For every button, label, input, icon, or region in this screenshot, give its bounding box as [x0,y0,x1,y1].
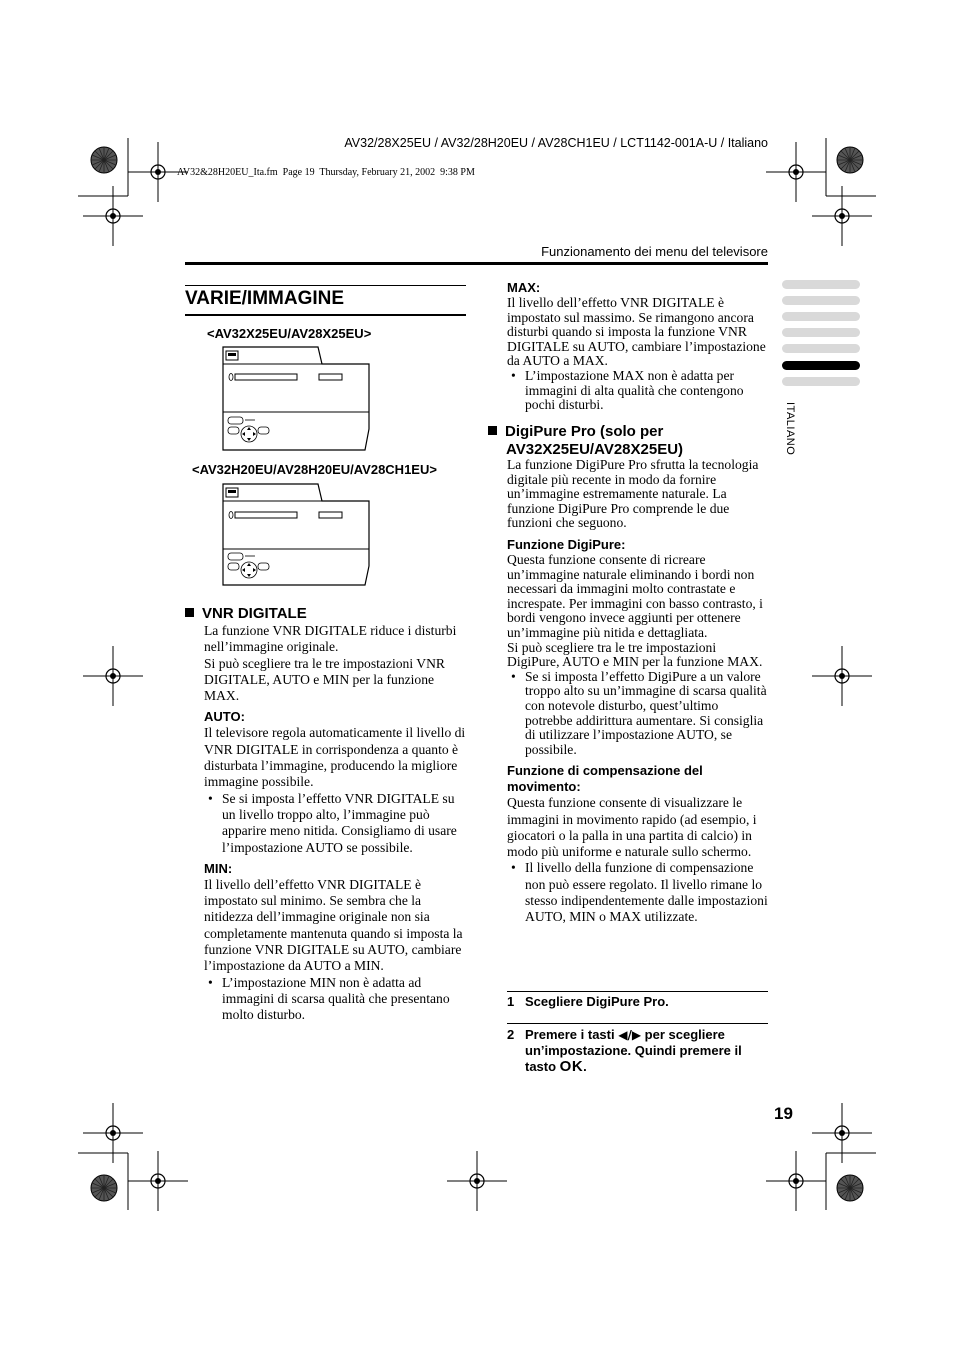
bullet-dot: • [511,367,516,383]
step-number: 2 [507,1027,515,1042]
vnr-body [204,623,469,1024]
digipure-heading-line2: AV32X25EU/AV28X25EU) [506,441,684,458]
digipure-intro: La funzione DigiPure Pro sfrutta la tecnologia digitale più recente in modo da fornire un’immagine estremamente naturale. La funzione DigiPure Pro comprende le due funzioni che seguono. [507,457,759,531]
vnr-max-bullets [507,369,768,413]
page-number: 19 [774,1104,793,1123]
heading-square-icon [185,608,194,617]
bullet-dot: • [511,860,516,876]
side-tab-7 [782,377,860,386]
ok-key-label: OK [559,1058,584,1075]
step-number: 1 [507,994,515,1009]
header-rule [185,262,768,265]
vnr-min-text: Il livello dell’effetto VNR DIGITALE è impostato sul minimo. Se sembra che la nitidezza dell’immagine originale non sia completamente mantenuta quando si imposta la funzione VNR DIGITALE su AUTO, cambiare l’impostazione da AUTO a MIN. [204,876,463,974]
digipure-f1-bullets [507,670,769,758]
bullet-text: L’impostazione MAX non è adatta per immagini di alta qualità che contengono pochi disturbi. [525,367,744,413]
step-rule-1 [507,991,768,992]
vnr-max-text: Il livello dell’effetto VNR DIGITALE è impostato sul massimo. Se rimangono ancora disturbi quando si imposta la funzione VNR DIGITALE su AUTO, cambiare l’impostazione da AUTO a MAX. [507,295,766,369]
vnr-p2: Si può scegliere tra le tre impostazioni VNR DIGITALE, AUTO e MIN per la funzione MAX. [204,655,445,704]
side-tab-1 [782,280,860,289]
side-tab-4 [782,328,860,337]
list-item [507,369,768,413]
list-item [507,670,769,758]
step-2 [507,1027,768,1075]
digipure-f2-label-line1: Funzione di compensazione del [507,763,703,779]
bullet-text: L’impostazione MIN non è adatta ad immagini di scarsa qualità che presentano molto disturbo. [222,974,450,1023]
side-language-label: ITALIANO [784,402,796,456]
left-right-arrow-icon: ◀/▶ [618,1028,642,1042]
bullet-dot: • [208,974,213,990]
list-item [204,975,469,1024]
step-rule-2 [507,1023,768,1024]
digipure-f2-text: Questa funzione consente di visualizzare le immagini in movimento rapido (ad esempio, i giocatori o la palla in una partita di calcio) in modo più uniforme e naturale sullo schermo. [507,795,757,860]
digipure-f1-text: Questa funzione consente di ricreare un’immagine naturale eliminando i bordi non necessari da immagini molto contrastate e increspate. Per immagini con basso contrasto, i bordi vengono invece aggiunti per ottenere un’immagine più nitida e dettagliata. [507,551,763,640]
vnr-heading [185,605,307,623]
vnr-min-bullets [204,975,469,1024]
step-1 [507,994,768,1010]
side-tab-2 [782,296,860,305]
side-tab-5 [782,344,860,353]
bullet-text: Il livello della funzione di compensazione non può essere regolato. Il livello rimane lo stesso indipendentemente dalle impostazioni AUTO, MIN o MAX utilizzate. [525,860,768,925]
digipure-heading [488,423,768,459]
step-text: per scegliere un’impostazione. Quindi premere il tasto [525,1027,742,1074]
vnr-auto-text: Il televisore regola automaticamente il livello di VNR DIGITALE in corrispondenza a quanto è disturbata l’immagine, producendo la migliore immagine possibile. [204,725,466,790]
digipure-body [507,458,769,926]
vnr-auto-bullets [204,791,469,856]
bullet-text: Se si imposta l’effetto VNR DIGITALE su un livello troppo alto, l’immagine può apparire meno nitida. Consigliamo di usare l’impostazione AUTO se possibile. [222,790,457,855]
list-item [507,860,769,925]
vnr-max-label: MAX: [507,280,541,295]
digipure-f2-label [507,763,769,795]
running-head: Funzionamento dei menu del televisore [541,244,768,259]
digipure-heading-line1: DigiPure Pro (solo per [505,423,664,440]
digipure-f2-bullets [507,860,769,925]
section-rule-bottom [185,314,466,316]
menu-screen-b [222,482,374,590]
vnr-min-label: MIN: [204,860,233,876]
model-label-a: <AV32X25EU/AV28X25EU> [207,326,372,341]
file-info: AV32&28H20EU_Ita.fm Page 19 Thursday, February 21, 2002 9:38 PM [177,167,475,178]
digipure-f1-text2: Si può scegliere tra le tre impostazioni DigiPure, AUTO e MIN per la funzione MAX. [507,639,763,670]
vnr-auto-label: AUTO: [204,709,245,725]
vnr-p1: La funzione VNR DIGITALE riduce i disturbi nell’immagine originale. [204,623,457,655]
menu-screen-a [222,345,374,453]
digipure-f1-label: Funzione DigiPure: [507,536,626,552]
vnr-max-block [507,280,768,413]
digipure-f2-label-line2: movimento: [507,779,581,795]
bullet-dot: • [511,668,516,684]
bullet-text: Se si imposta l’effetto DigiPure a un valore troppo alto su un’immagine di scarsa qualità con notevole disturbo, quest’ultimo potrebbe addirittura aumentare. Si consiglia di utilizzare l’impostazione AUTO, se possibile. [525,668,767,757]
model-header: AV32/28X25EU / AV32/28H20EU / AV28CH1EU / LCT1142-001A-U / Italiano [344,136,768,150]
section-rule-top [185,285,466,286]
model-label-b: <AV32H20EU/AV28H20EU/AV28CH1EU> [192,462,437,477]
side-tab-3 [782,312,860,321]
step-text: Premere i tasti [525,1027,619,1042]
heading-square-icon [488,426,497,435]
bullet-dot: • [208,790,213,806]
side-tab-active [782,361,860,370]
vnr-heading-text: VNR DIGITALE [202,605,307,622]
step-text: Scegliere DigiPure Pro. [525,994,669,1009]
section-title: VARIE/IMMAGINE [185,288,345,309]
list-item [204,791,469,856]
step-text: . [583,1059,587,1074]
